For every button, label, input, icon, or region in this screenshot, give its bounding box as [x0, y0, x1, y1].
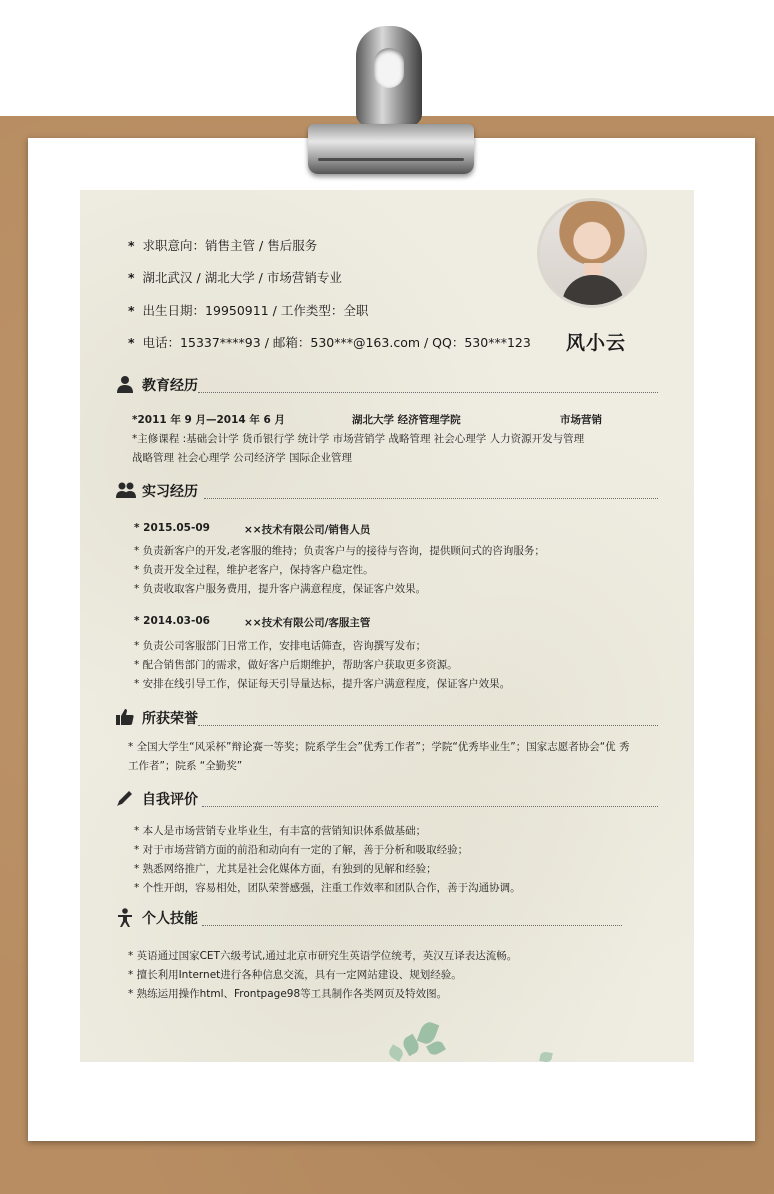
skills-title: 个人技能	[142, 911, 198, 927]
honors-title: 所获荣誉	[142, 711, 198, 727]
skills-heading	[116, 908, 661, 930]
job-1-duty-2: * 负责开发全过程，维护老客户，保持客户稳定性。	[134, 564, 374, 576]
internship-heading	[116, 481, 661, 503]
honors-line-2: 工作者”；院系 “全勤奖”	[128, 760, 243, 772]
location-row: * 湖北武汉 / 湖北大学 / 市场营销专业	[128, 270, 342, 285]
job-2-date: * 2014.03-06	[134, 615, 210, 627]
job-1-duty-1: * 负责新客户的开发,老客服的维持；负责客户与的接待与咨询，提供顾问式的咨询服务；	[134, 545, 545, 557]
binder-clip	[0, 0, 774, 180]
honors-heading	[116, 708, 661, 730]
person-icon	[116, 908, 134, 926]
education-period: *2011 年 9 月—2014 年 6 月	[132, 414, 285, 426]
skill-1: * 英语通过国家CET六级考试,通过北京市研究生英语学位统考，英汉互译表达流畅。	[128, 950, 518, 962]
skills-rule	[202, 925, 622, 926]
skill-2: * 擅长利用Internet进行各种信息交流，具有一定网站建设、规划经验。	[128, 969, 462, 981]
self-eval-rule	[202, 806, 658, 807]
thumbs-up-icon	[116, 708, 134, 726]
self-eval-2: * 对于市场营销方面的前沿和动向有一定的了解，善于分析和吸取经验；	[134, 844, 469, 856]
users-icon	[116, 481, 134, 499]
job-2-duty-1: * 负责公司客服部门日常工作，安排电话筛查，咨询撰写发布；	[134, 640, 427, 652]
avatar-body	[562, 275, 624, 308]
pen-icon	[116, 789, 134, 807]
education-title: 教育经历	[142, 378, 198, 394]
job-1-date: * 2015.05-09	[134, 522, 210, 534]
internship-title: 实习经历	[142, 484, 198, 500]
self-eval-3: * 熟悉网络推广，尤其是社会化媒体方面，有独到的见解和经验；	[134, 863, 437, 875]
job-2-org: ××技术有限公司/客服主管	[244, 617, 371, 629]
honors-line-1: * 全国大学生“风采杯”辩论赛一等奖；院系学生会”优秀工作者”；学院“优秀毕业生”；国家志愿者协会“优 秀	[128, 741, 630, 753]
avatar	[537, 198, 647, 308]
education-major: 市场营销	[560, 414, 602, 426]
clip-hole	[374, 48, 404, 88]
education-courses-1: *主修课程 :基础会计学 货币银行学 统计学 市场营销学 战略管理 社会心理学 人力资源开发与管理	[132, 433, 585, 445]
user-icon	[116, 375, 134, 393]
education-rule	[198, 392, 658, 393]
job-intent-row: * 求职意向：销售主管 / 售后服务	[128, 238, 318, 253]
education-heading	[116, 375, 661, 397]
contact-row: * 电话：15337****93 / 邮箱：530***@163.com / QQ：530***123	[128, 335, 531, 350]
internship-rule	[204, 498, 658, 499]
birth-row: * 出生日期：19950911 / 工作类型：全职	[128, 303, 369, 318]
education-courses-2: 战略管理 社会心理学 公司经济学 国际企业管理	[132, 452, 353, 464]
clip-base	[308, 124, 474, 174]
self-eval-4: * 个性开朗，容易相处，团队荣誉感强，注重工作效率和团队合作，善于沟通协调。	[134, 882, 521, 894]
job-2-duty-2: * 配合销售部门的需求，做好客户后期维护，帮助客户获取更多资源。	[134, 659, 458, 671]
self-eval-title: 自我评价	[142, 792, 198, 808]
candidate-name: 风小云	[566, 332, 627, 354]
skill-3: * 熟练运用操作html、Frontpage98等工具制作各类网页及特效图。	[128, 988, 448, 1000]
job-1-org: ××技术有限公司/销售人员	[244, 524, 371, 536]
job-2-duty-3: * 安排在线引导工作，保证每天引导量达标，提升客户满意程度，保证客户效果。	[134, 678, 511, 690]
education-school: 湖北大学 经济管理学院	[352, 414, 461, 426]
self-eval-heading	[116, 789, 661, 811]
self-eval-1: * 本人是市场营销专业毕业生，有丰富的营销知识体系做基础；	[134, 825, 427, 837]
clip-base-groove	[318, 158, 464, 161]
honors-rule	[198, 725, 658, 726]
job-1-duty-3: * 负责收取客户服务费用，提升客户满意程度，保证客户效果。	[134, 583, 427, 595]
